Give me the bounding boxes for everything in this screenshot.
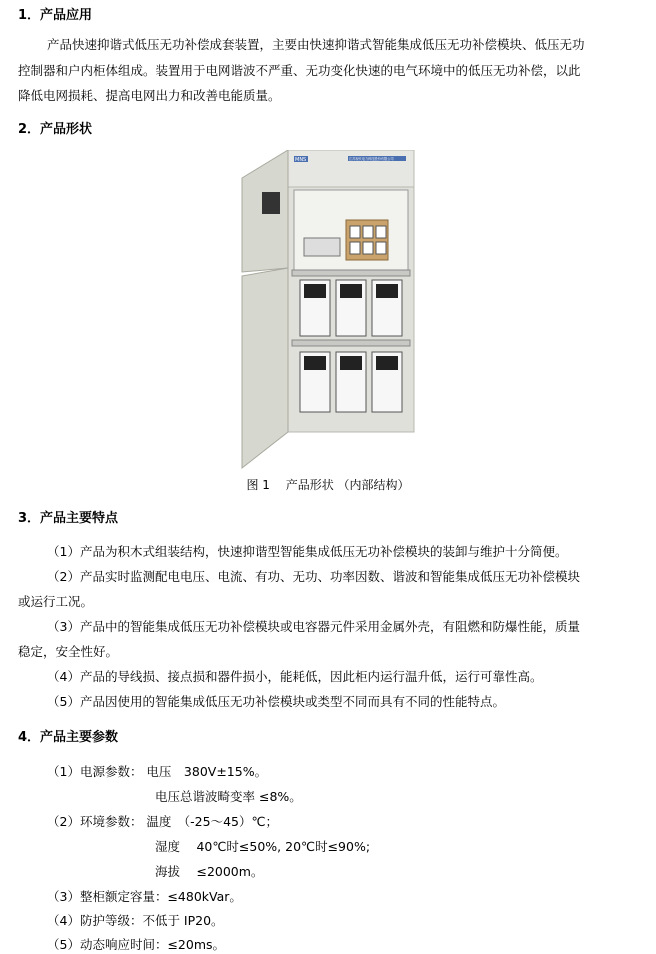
section-1-line: 产品快速抑谐式低压无功补偿成套装置，主要由快速抑谐式智能集成低压无功补偿模块、低压无功 xyxy=(47,37,585,52)
section-1-line: 降低电网损耗、提高电网出力和改善电能质量。 xyxy=(18,88,281,103)
figure-caption: 图 1 产品形状 （内部结构） xyxy=(246,478,410,492)
section-1-line: 控制器和户内柜体组成。装置用于电网谐波不严重、无功变化快速的电气环境中的低压无功补偿，以此 xyxy=(18,63,581,78)
param-line: （4）防护等级：不低于 IP20。 xyxy=(47,913,224,928)
section-4-heading: 4．产品主要参数 xyxy=(18,730,119,745)
param-line: （2）环境参数： 温度 （-25～45）℃； xyxy=(47,814,279,829)
param-line: （3）整柜额定容量：≤480kVar。 xyxy=(47,889,242,904)
feature-line: （1）产品为积木式组装结构，快速抑谐型智能集成低压无功补偿模块的装卸与维护十分简便。 xyxy=(47,544,568,559)
section-2-heading: 2．产品形状 xyxy=(18,122,93,137)
section-3-heading: 3．产品主要特点 xyxy=(18,511,119,526)
cabinet-illustration xyxy=(238,150,418,472)
module-row-bottom xyxy=(300,352,402,412)
param-line: （5）动态响应时间：≤20ms。 xyxy=(47,937,226,952)
feature-line: 稳定，安全性好。 xyxy=(18,644,119,659)
feature-line: （2）产品实时监测配电电压、电流、有功、无功、功率因数、谐波和智能集成低压无功补偿模块 xyxy=(47,569,580,584)
cabinet-label-left: MNS xyxy=(295,157,307,163)
feature-line: （5）产品因使用的智能集成低压无功补偿模块或类型不同而具有不同的性能特点。 xyxy=(47,694,505,709)
param-line: 湿度 40℃时≤50%, 20℃时≤90%; xyxy=(155,839,371,854)
product-cabinet-image xyxy=(238,150,418,472)
section-1-heading: 1．产品应用 xyxy=(18,8,93,23)
param-line: 电压总谐波畸变率 ≤8%。 xyxy=(155,789,302,804)
param-line: （1）电源参数： 电压 380V±15%。 xyxy=(47,764,268,779)
feature-line: 或运行工况。 xyxy=(18,594,94,609)
feature-line: （4）产品的导线损、接点损和器件损小，能耗低，因此柜内运行温升低，运行可靠性高。 xyxy=(47,669,543,684)
param-line: 海拔 ≤2000m。 xyxy=(155,864,264,879)
cabinet-label-right: 江苏现代电力科技股份有限公司 xyxy=(349,157,394,161)
module-row-top xyxy=(300,280,402,336)
feature-line: （3）产品中的智能集成低压无功补偿模块或电容器元件采用金属外壳，有阻燃和防爆性能，质量 xyxy=(47,619,580,634)
